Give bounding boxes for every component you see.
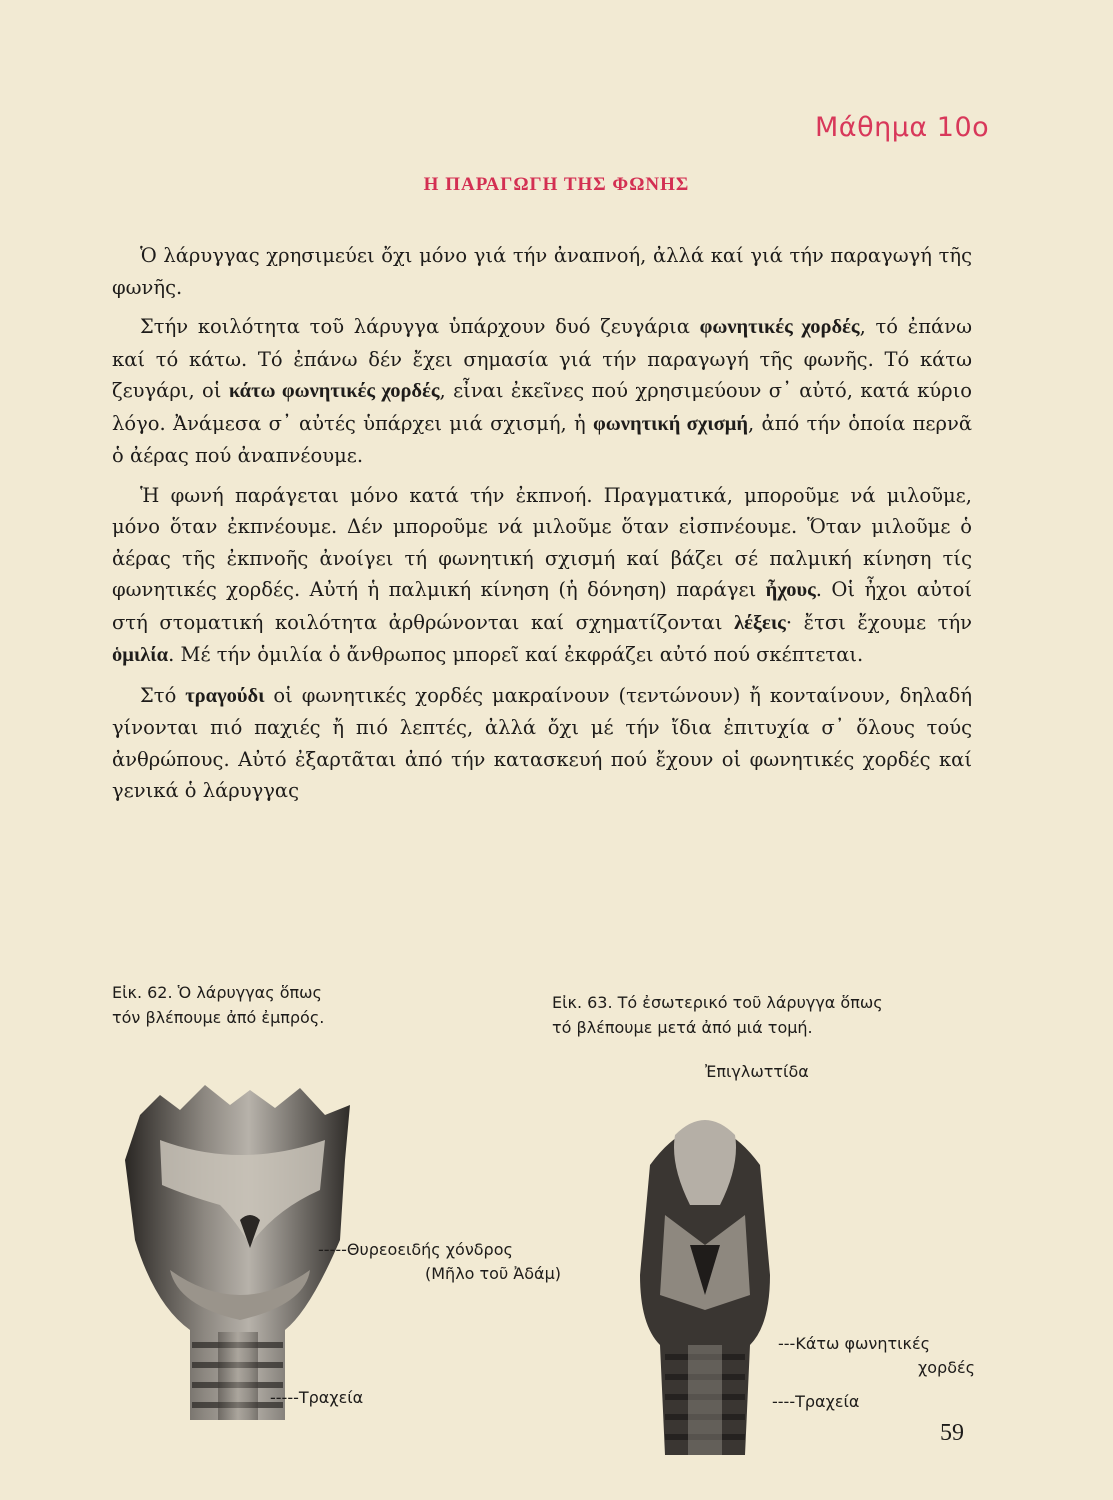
text-run: , τό ἐπάνω καί τό κάτω. Τό ἐπάνω δέν ἔχει σημασία γιά τήν παραγωγή τῆς φωνῆς. Τό κάτω ζευγάρι, οἱ [112, 315, 972, 402]
page-number: 59 [940, 1420, 964, 1446]
figure-63-caption [552, 990, 883, 1040]
text-run: Ὁ λάρυγγας χρησιμεύει ὄχι μόνο γιά τήν ἀναπνοή, ἀλλά καί γιά τήν παραγωγή τῆς φωνῆς. [112, 244, 972, 299]
figure-62-caption-line-2: τόν βλέπουμε ἀπό ἐμπρός. [112, 1008, 325, 1027]
bold-term: κάτω φωνητικές χορδές [228, 380, 440, 402]
paragraph-2 [112, 311, 972, 472]
label-trachea-fig63: ----Τραχεία [772, 1392, 860, 1411]
figure-62-caption-line-1: Εἰκ. 62. Ὁ λάρυγγας ὅπως [112, 983, 322, 1002]
body-text [112, 240, 972, 815]
figure-63-caption-line-1: Εἰκ. 63. Τό ἐσωτερικό τοῦ λάρυγγα ὅπως [552, 993, 883, 1012]
label-lower-vocal-cords-line-2: χορδές [918, 1358, 976, 1377]
bold-term: ἦχους [765, 579, 816, 601]
figure-63-larynx-section-illustration [620, 1095, 790, 1465]
page-title: Η ΠΑΡΑΓΩΓΗ ΤΗΣ ΦΩΝΗΣ [423, 174, 690, 195]
label-trachea-fig62: -----Τραχεία [270, 1388, 364, 1407]
bold-term: φωνητική σχισμή [593, 412, 749, 435]
text-run: . Μέ τήν ὁμιλία ὁ ἄνθρωπος μπορεῖ καί ἐκφράζει αὐτό πού σκέπτεται. [168, 643, 864, 666]
label-lower-vocal-cords: ---Κάτω φωνητικές [778, 1334, 931, 1353]
paragraph-3 [112, 480, 972, 672]
label-epiglottis: Ἐπιγλωττίδα [705, 1062, 809, 1081]
label-thyroid-cartilage: -----Θυρεοειδής χόνδρος [318, 1240, 513, 1259]
text-run: . Οἱ ἦχοι αὐτοί στή στοματική κοιλότητα ἀρθρώνονται καί σχηματίζονται [112, 578, 972, 634]
bold-term: λέξεις [734, 611, 786, 634]
paragraph-4 [112, 680, 972, 807]
paragraph-1 [112, 240, 972, 303]
figure-62-caption [112, 980, 324, 1030]
figure-63-caption-line-2: τό βλέπουμε μετά ἀπό μιά τομή. [552, 1018, 813, 1037]
text-run: , εἶναι ἐκεῖνες πού χρησιμεύουν σ᾽ αὐτό, κατά κύριο λόγο. Ἀνάμεσα σ᾽ αὐτές ὑπάρχει μιά σχισμή, ἡ [112, 379, 972, 435]
text-run: οἱ φωνητικές χορδές μακραίνουν (τεντώνουν) ἤ κονταίνουν, δηλαδή γίνονται πιό παχιές ἤ πιό λεπτές, ἀλλά ὄχι μέ τήν ἴδια ἐπιτυχία σ᾽ ὅλους τούς ἀνθρώπους. Αὐτό ἐξαρτᾶται ἀπό τήν κατασκευή πού ἔχουν οἱ φωνητικές χορδές καί γενικά ὁ λάρυγγας [112, 683, 972, 802]
text-run: Στήν κοιλότητα τοῦ λάρυγγα ὑπάρχουν δυό ζευγάρια [140, 315, 700, 338]
text-run: · ἔτσι ἔχουμε τήν [785, 610, 972, 634]
bold-term: τραγούδι [185, 684, 265, 707]
lesson-number: Μάθημα 10ο [815, 112, 990, 143]
text-run: , ἀπό τήν ὁποία περνᾶ ὁ ἀέρας πού ἀναπνέουμε. [112, 411, 973, 467]
bold-term: ὁμιλία [112, 644, 169, 666]
label-adams-apple: (Μῆλο τοῦ Ἀδάμ) [425, 1264, 561, 1283]
text-run: Ἡ φωνή παράγεται μόνο κατά τήν ἐκπνοή. Πραγματικά, μποροῦμε νά μιλοῦμε, μόνο ὅταν ἐκπνέουμε. Δέν μποροῦμε νά μιλοῦμε ὅταν εἰσπνέουμε. Ὅταν μιλοῦμε ὁ ἀέρας τῆς ἐκπνοῆς ἀνοίγει τή φωνητική σχισμή καί βάζει σέ παλμική κίνηση τίς φωνητικές χορδές. Αὐτή ἡ παλμική κίνηση (ἡ δόνηση) παράγει [112, 483, 972, 601]
text-run: Στό [140, 683, 186, 707]
bold-term: φωνητικές χορδές [699, 316, 860, 338]
